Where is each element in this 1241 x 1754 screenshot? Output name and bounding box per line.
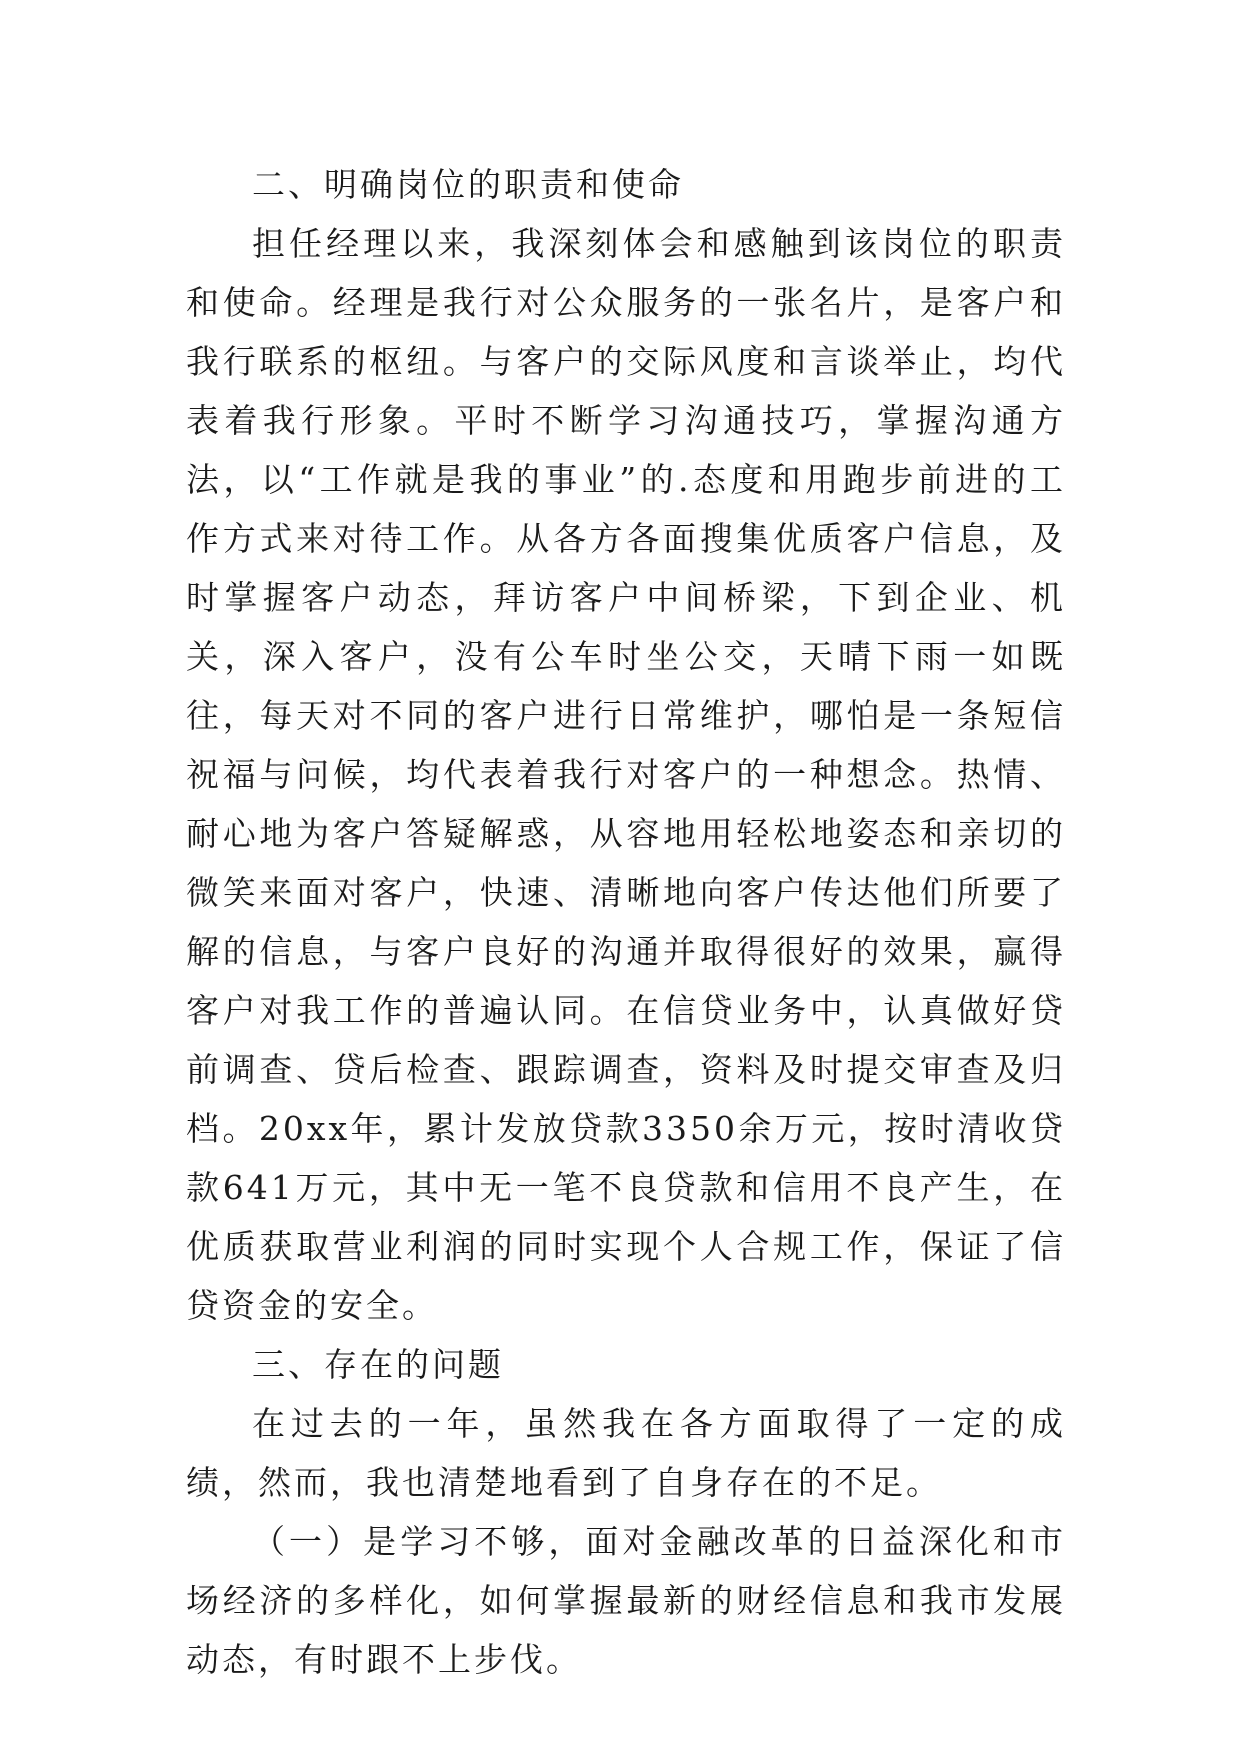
section-heading-responsibilities: 二、明确岗位的职责和使命 <box>252 165 684 204</box>
paragraph-shortcoming-1: （一）是学习不够，面对金融改革的日益深化和市场经济的多样化，如何掌握最新的财经信息和我市发展动态，有时跟不上步伐。 <box>186 1522 1066 1679</box>
paragraph-shortcomings-intro: 在过去的一年，虽然我在各方面取得了一定的成绩，然而，我也清楚地看到了自身存在的不足。 <box>186 1404 1066 1502</box>
document-body <box>186 155 1066 1689</box>
section-heading-problems: 三、存在的问题 <box>252 1345 504 1384</box>
paragraph-responsibilities: 担任经理以来，我深刻体会和感触到该岗位的职责和使命。经理是我行对公众服务的一张名片，是客户和我行联系的枢纽。与客户的交际风度和言谈举止，均代表着我行形象。平时不断学习沟通技巧，掌握沟通方法，以“工作就是我的事业”的.态度和用跑步前进的工作方式来对待工作。从各方各面搜集优质客户信息，及时掌握客户动态，拜访客户中间桥梁，下到企业、机关，深入客户，没有公车时坐公交，天晴下雨一如既往，每天对不同的客户进行日常维护，哪怕是一条短信祝福与问候，均代表着我行对客户的一种想念。热情、耐心地为客户答疑解惑，从容地用轻松地姿态和亲切的微笑来面对客户，快速、清晰地向客户传达他们所要了解的信息，与客户良好的沟通并取得很好的效果，赢得客户对我工作的普遍认同。在信贷业务中，认真做好贷前调查、贷后检查、跟踪调查，资料及时提交审查及归档。20xx年，累计发放贷款3350余万元，按时清收贷款641万元，其中无一笔不良贷款和信用不良产生，在优质获取营业利润的同时实现个人合规工作，保证了信贷资金的安全。 <box>186 224 1066 1325</box>
